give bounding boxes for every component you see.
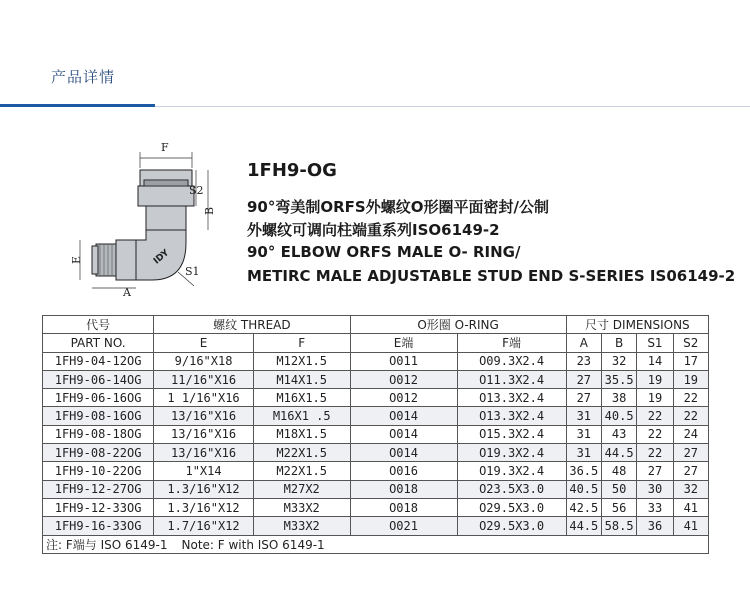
cell-dim-a: 31 [566,407,601,425]
cell-dim-a: 27 [566,389,601,407]
cell-dim-b: 43 [601,425,636,443]
header-part-en: PART NO. [43,334,154,352]
header-a: A [566,334,601,352]
cell-oring-e: O014 [350,407,457,425]
table-row [43,407,709,425]
cell-oring-f: O19.3X2.4 [457,444,566,462]
cell-dim-b: 50 [601,480,636,498]
cell-dim-a: 40.5 [566,480,601,498]
header-s1: S1 [637,334,673,352]
cell-thread-f: M33X2 [253,498,350,516]
section-rule-accent [0,104,155,107]
cell-thread-f: M33X2 [253,517,350,535]
side-end [92,246,98,274]
table-note [43,535,709,553]
cell-oring-e: O016 [350,462,457,480]
cell-dim-s2: 32 [673,480,708,498]
dim-label-s1: S1 [185,265,200,278]
cell-thread-f: M12X1.5 [253,352,350,370]
cell-oring-e: O012 [350,370,457,388]
cell-dim-a: 42.5 [566,498,601,516]
cell-dim-a: 27 [566,370,601,388]
dim-label-a: A [123,286,131,298]
cell-thread-e: 11/16"X16 [154,370,254,388]
cell-dim-b: 44.5 [601,444,636,462]
brand-mark: IDY [151,248,172,267]
cell-dim-b: 35.5 [601,370,636,388]
table-row [43,480,709,498]
cell-dim-s1: 36 [637,517,673,535]
cell-oring-f: O13.3X2.4 [457,389,566,407]
cell-dim-s1: 22 [637,444,673,462]
cell-oring-f: O23.5X3.0 [457,480,566,498]
note-cn: 注: F端与 ISO 6149-1 [46,537,168,552]
cell-thread-e: 13/16"X16 [154,407,254,425]
header-e-end: E端 [350,334,457,352]
header-dimensions: 尺寸 DIMENSIONS [566,316,708,334]
cell-part: 1FH9-08-16OG [43,407,154,425]
cell-dim-b: 32 [601,352,636,370]
header-e: E [154,334,254,352]
table-row [43,444,709,462]
cell-oring-e: O018 [350,480,457,498]
spec-table-body [43,352,709,535]
dim-label-f: F [161,141,169,154]
header-s2: S2 [673,334,708,352]
cell-part: 1FH9-12-27OG [43,480,154,498]
cell-dim-a: 44.5 [566,517,601,535]
section-title: 产品详情 [51,68,116,86]
cell-dim-a: 31 [566,444,601,462]
cell-oring-f: O09.3X2.4 [457,352,566,370]
cell-thread-f: M22X1.5 [253,444,350,462]
header-f-end: F端 [457,334,566,352]
cell-dim-s2: 27 [673,462,708,480]
side-thread [96,244,116,276]
cell-oring-e: O012 [350,389,457,407]
cell-thread-e: 1.7/16"X12 [154,517,254,535]
cell-dim-b: 58.5 [601,517,636,535]
dim-label-e: E [70,255,83,264]
table-row [43,370,709,388]
note-en: Note: F with ISO 6149-1 [181,537,325,552]
dim-label-b: B [203,206,216,215]
cell-oring-e: O011 [350,352,457,370]
cell-oring-f: O13.3X2.4 [457,407,566,425]
top-body [146,206,186,230]
header-part-cn: 代号 [43,316,154,334]
fitting-drawing [60,138,220,298]
cell-dim-a: 23 [566,352,601,370]
cell-dim-s1: 22 [637,425,673,443]
table-row [43,462,709,480]
cell-oring-e: O014 [350,444,457,462]
cell-dim-s1: 19 [637,389,673,407]
cell-dim-s2: 41 [673,517,708,535]
cell-oring-f: O11.3X2.4 [457,370,566,388]
cell-dim-b: 40.5 [601,407,636,425]
cell-thread-e: 13/16"X16 [154,444,254,462]
product-title-cn-1: 90°弯美制ORFS外螺纹O形圈平面密封/公制 [247,198,549,216]
cell-dim-b: 38 [601,389,636,407]
cell-dim-b: 48 [601,462,636,480]
cell-thread-f: M14X1.5 [253,370,350,388]
cell-oring-f: O19.3X2.4 [457,462,566,480]
table-row [43,425,709,443]
cell-thread-f: M16X1.5 [253,389,350,407]
cell-part: 1FH9-04-12OG [43,352,154,370]
cell-dim-a: 36.5 [566,462,601,480]
cell-dim-s2: 24 [673,425,708,443]
cell-thread-f: M27X2 [253,480,350,498]
cell-dim-s1: 27 [637,462,673,480]
header-b: B [601,334,636,352]
header-oring: O形圈 O-RING [350,316,566,334]
cell-dim-s2: 22 [673,389,708,407]
table-row [43,498,709,516]
cell-thread-e: 13/16"X16 [154,425,254,443]
cell-part: 1FH9-06-14OG [43,370,154,388]
product-title-en-2: METIRC MALE ADJUSTABLE STUD END S-SERIES IS06149-2 [247,267,736,285]
top-hex [138,186,194,206]
cell-dim-s1: 33 [637,498,673,516]
cell-dim-s2: 17 [673,352,708,370]
table-row [43,389,709,407]
cell-thread-e: 1.3/16"X12 [154,480,254,498]
top-thread [144,180,188,186]
cell-oring-f: O15.3X2.4 [457,425,566,443]
cell-oring-e: O021 [350,517,457,535]
spec-table [42,315,709,554]
product-title-cn-2: 外螺纹可调向柱端重系列ISO6149-2 [247,221,500,239]
cell-part: 1FH9-08-18OG [43,425,154,443]
cell-thread-e: 1"X14 [154,462,254,480]
cell-oring-f: O29.5X3.0 [457,498,566,516]
cell-oring-e: O018 [350,498,457,516]
cell-dim-s2: 27 [673,444,708,462]
product-title-en-1: 90° ELBOW ORFS MALE O- RING/ [247,243,521,261]
cell-part: 1FH9-12-33OG [43,498,154,516]
table-row [43,517,709,535]
cell-dim-s2: 19 [673,370,708,388]
side-hex [116,240,136,280]
cell-part: 1FH9-10-22OG [43,462,154,480]
cell-dim-b: 56 [601,498,636,516]
cell-dim-s1: 14 [637,352,673,370]
cell-thread-f: M16X1 .5 [253,407,350,425]
cell-part: 1FH9-08-22OG [43,444,154,462]
header-f: F [253,334,350,352]
cell-oring-f: O29.5X3.0 [457,517,566,535]
header-thread: 螺纹 THREAD [154,316,350,334]
cell-dim-s1: 19 [637,370,673,388]
cell-thread-f: M22X1.5 [253,462,350,480]
product-code: 1FH9-OG [247,160,337,181]
cell-oring-e: O014 [350,425,457,443]
cell-thread-e: 1 1/16"X16 [154,389,254,407]
table-row [43,352,709,370]
cell-thread-e: 9/16"X18 [154,352,254,370]
cell-dim-s1: 22 [637,407,673,425]
dim-label-s2: S2 [189,184,204,197]
cell-part: 1FH9-16-33OG [43,517,154,535]
cell-dim-s1: 30 [637,480,673,498]
cell-thread-f: M18X1.5 [253,425,350,443]
cell-dim-s2: 22 [673,407,708,425]
cell-part: 1FH9-06-16OG [43,389,154,407]
cell-dim-a: 31 [566,425,601,443]
cell-dim-s2: 41 [673,498,708,516]
cell-thread-e: 1.3/16"X12 [154,498,254,516]
